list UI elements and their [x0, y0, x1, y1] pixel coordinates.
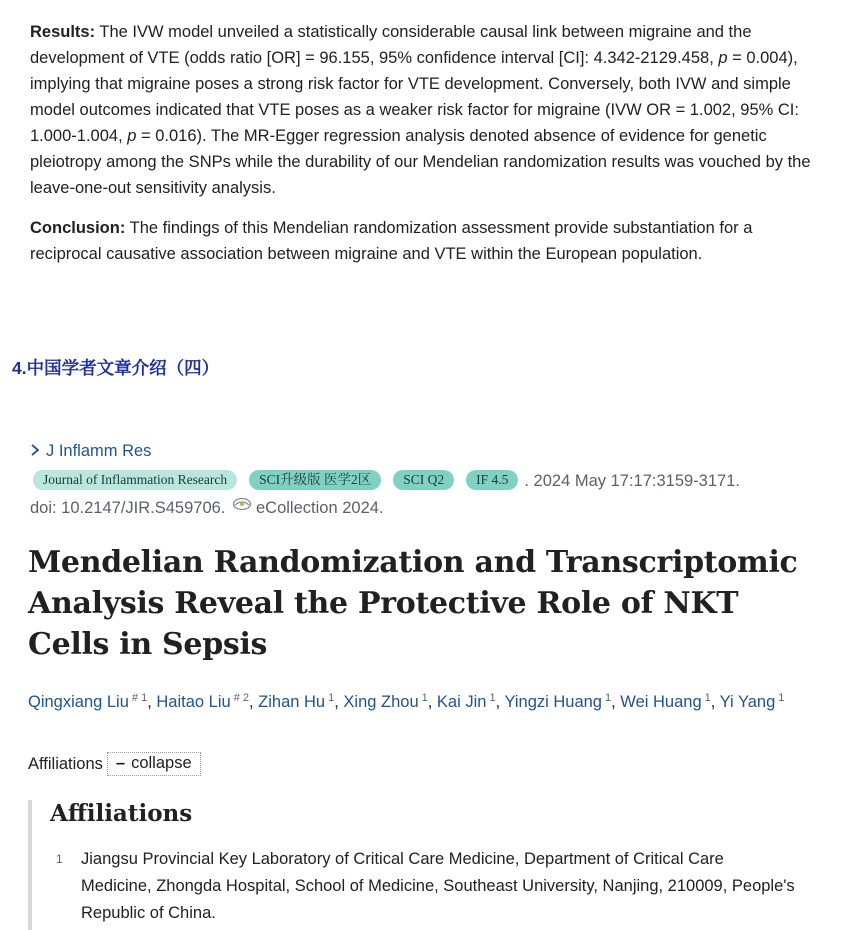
conclusion-text: The findings of this Mendelian randomization assessment provide substantiation for a reciprocal causative association between migraine and VTE within the European population. — [30, 219, 753, 263]
affiliation-item — [56, 846, 796, 927]
badge-impact-factor[interactable]: IF 4.5 — [466, 470, 518, 490]
ecollection-text: eCollection 2024. — [256, 499, 384, 517]
citation-date: . 2024 May 17:17:3159-3171. — [524, 472, 740, 490]
doi-line — [30, 497, 384, 518]
author-link[interactable]: Yi Yang — [719, 693, 776, 711]
author-link[interactable]: Xing Zhou — [343, 693, 419, 711]
badge-sci-zone[interactable]: SCI升级版 医学2区 — [249, 470, 381, 490]
author-link[interactable]: Haitao Liu — [156, 693, 231, 711]
affiliations-panel — [28, 800, 832, 930]
chevron-right-icon — [30, 443, 40, 461]
minus-icon: – — [115, 754, 126, 772]
badge-sci-quartile[interactable]: SCI Q2 — [393, 470, 454, 490]
author-affil-ref[interactable]: 1 — [704, 692, 711, 704]
author-affil-ref[interactable]: 1 — [328, 692, 335, 704]
affiliation-text: Jiangsu Provincial Key Laboratory of Critical Care Medicine, Department of Critical Care Medicine, Zhongda Hospital, School of Medicine, Southeast University, Nanjing, 210009, People's Republic of China. — [81, 850, 795, 922]
affiliation-number: 1 — [56, 852, 63, 866]
author-link[interactable]: Zihan Hu — [258, 693, 326, 711]
author-link[interactable]: Qingxiang Liu — [28, 693, 129, 711]
section-heading: 4.中国学者文章介绍（四） — [12, 358, 220, 378]
author-affil-ref[interactable]: 1 — [489, 692, 496, 704]
author-link[interactable]: Yingzi Huang — [504, 693, 602, 711]
author-affil-ref[interactable]: 1 — [778, 692, 785, 704]
article-title: Mendelian Randomization and Transcriptomic Analysis Reveal the Protective Role of NKT Cells in Sepsis — [28, 545, 798, 662]
badge-journal-name[interactable]: Journal of Inflammation Research — [33, 470, 237, 490]
author-affil-ref[interactable]: 1 — [421, 692, 428, 704]
ecollection-icon — [232, 497, 252, 511]
results-text-3: = 0.016). The MR-Egger regression analysis denoted absence of evidence for genetic pleiotropy among the SNPs while the durability of our Mendelian randomization results was vouched by the leave-one-out sensitivity analysis. — [30, 127, 811, 197]
collapse-label: collapse — [131, 754, 192, 772]
results-text-2: = 0.004), implying that migraine poses a strong risk factor for VTE development. Conversely, both IVW and simple model outcomes indicated that VTE poses as a weaker risk factor for migraine (IVW OR = 1.002, 95% CI: 1.000-1.004, — [30, 49, 799, 145]
journal-link[interactable] — [30, 442, 151, 461]
conclusion-label: Conclusion: — [30, 219, 126, 237]
results-text-1: The IVW model unveiled a statistically considerable causal link between migraine and the development of VTE (odds ratio [OR] = 96.155, 95% confidence interval [CI]: 4.342-2129.458, — [30, 23, 752, 67]
affiliations-heading: Affiliations — [50, 800, 193, 827]
results-p-1: p — [718, 49, 728, 67]
abstract-results — [30, 19, 820, 201]
author-affil-ref[interactable]: 1 — [605, 692, 612, 704]
affiliations-list — [56, 846, 796, 927]
doi-text: doi: 10.2147/JIR.S459706. — [30, 499, 226, 517]
author-list: Qingxiang Liu $^{\# 1}$, Haitao Liu $^{\# 2}$, Zihan Hu $^1$, Xing Zhou $^1$, Kai Jin $^1$, Yingzi Huang $^1$, Wei Huang $^1$, Yi Yang $^1$ — [28, 692, 785, 711]
collapse-button[interactable] — [107, 752, 201, 776]
affiliations-toggle-label: Affiliations — [28, 754, 103, 773]
author-affil-ref[interactable]: # 2 — [233, 692, 249, 704]
author-affil-ref[interactable]: # 1 — [131, 692, 148, 704]
abstract-conclusion — [30, 215, 820, 267]
author-link[interactable]: Kai Jin — [436, 693, 487, 711]
author-link[interactable]: Wei Huang — [620, 693, 702, 711]
results-label: Results: — [30, 23, 96, 41]
citation-badges — [33, 468, 823, 494]
results-p-2: p — [127, 127, 137, 145]
journal-abbrev[interactable]: J Inflamm Res — [46, 442, 152, 460]
affiliations-toggle-row — [28, 752, 201, 776]
